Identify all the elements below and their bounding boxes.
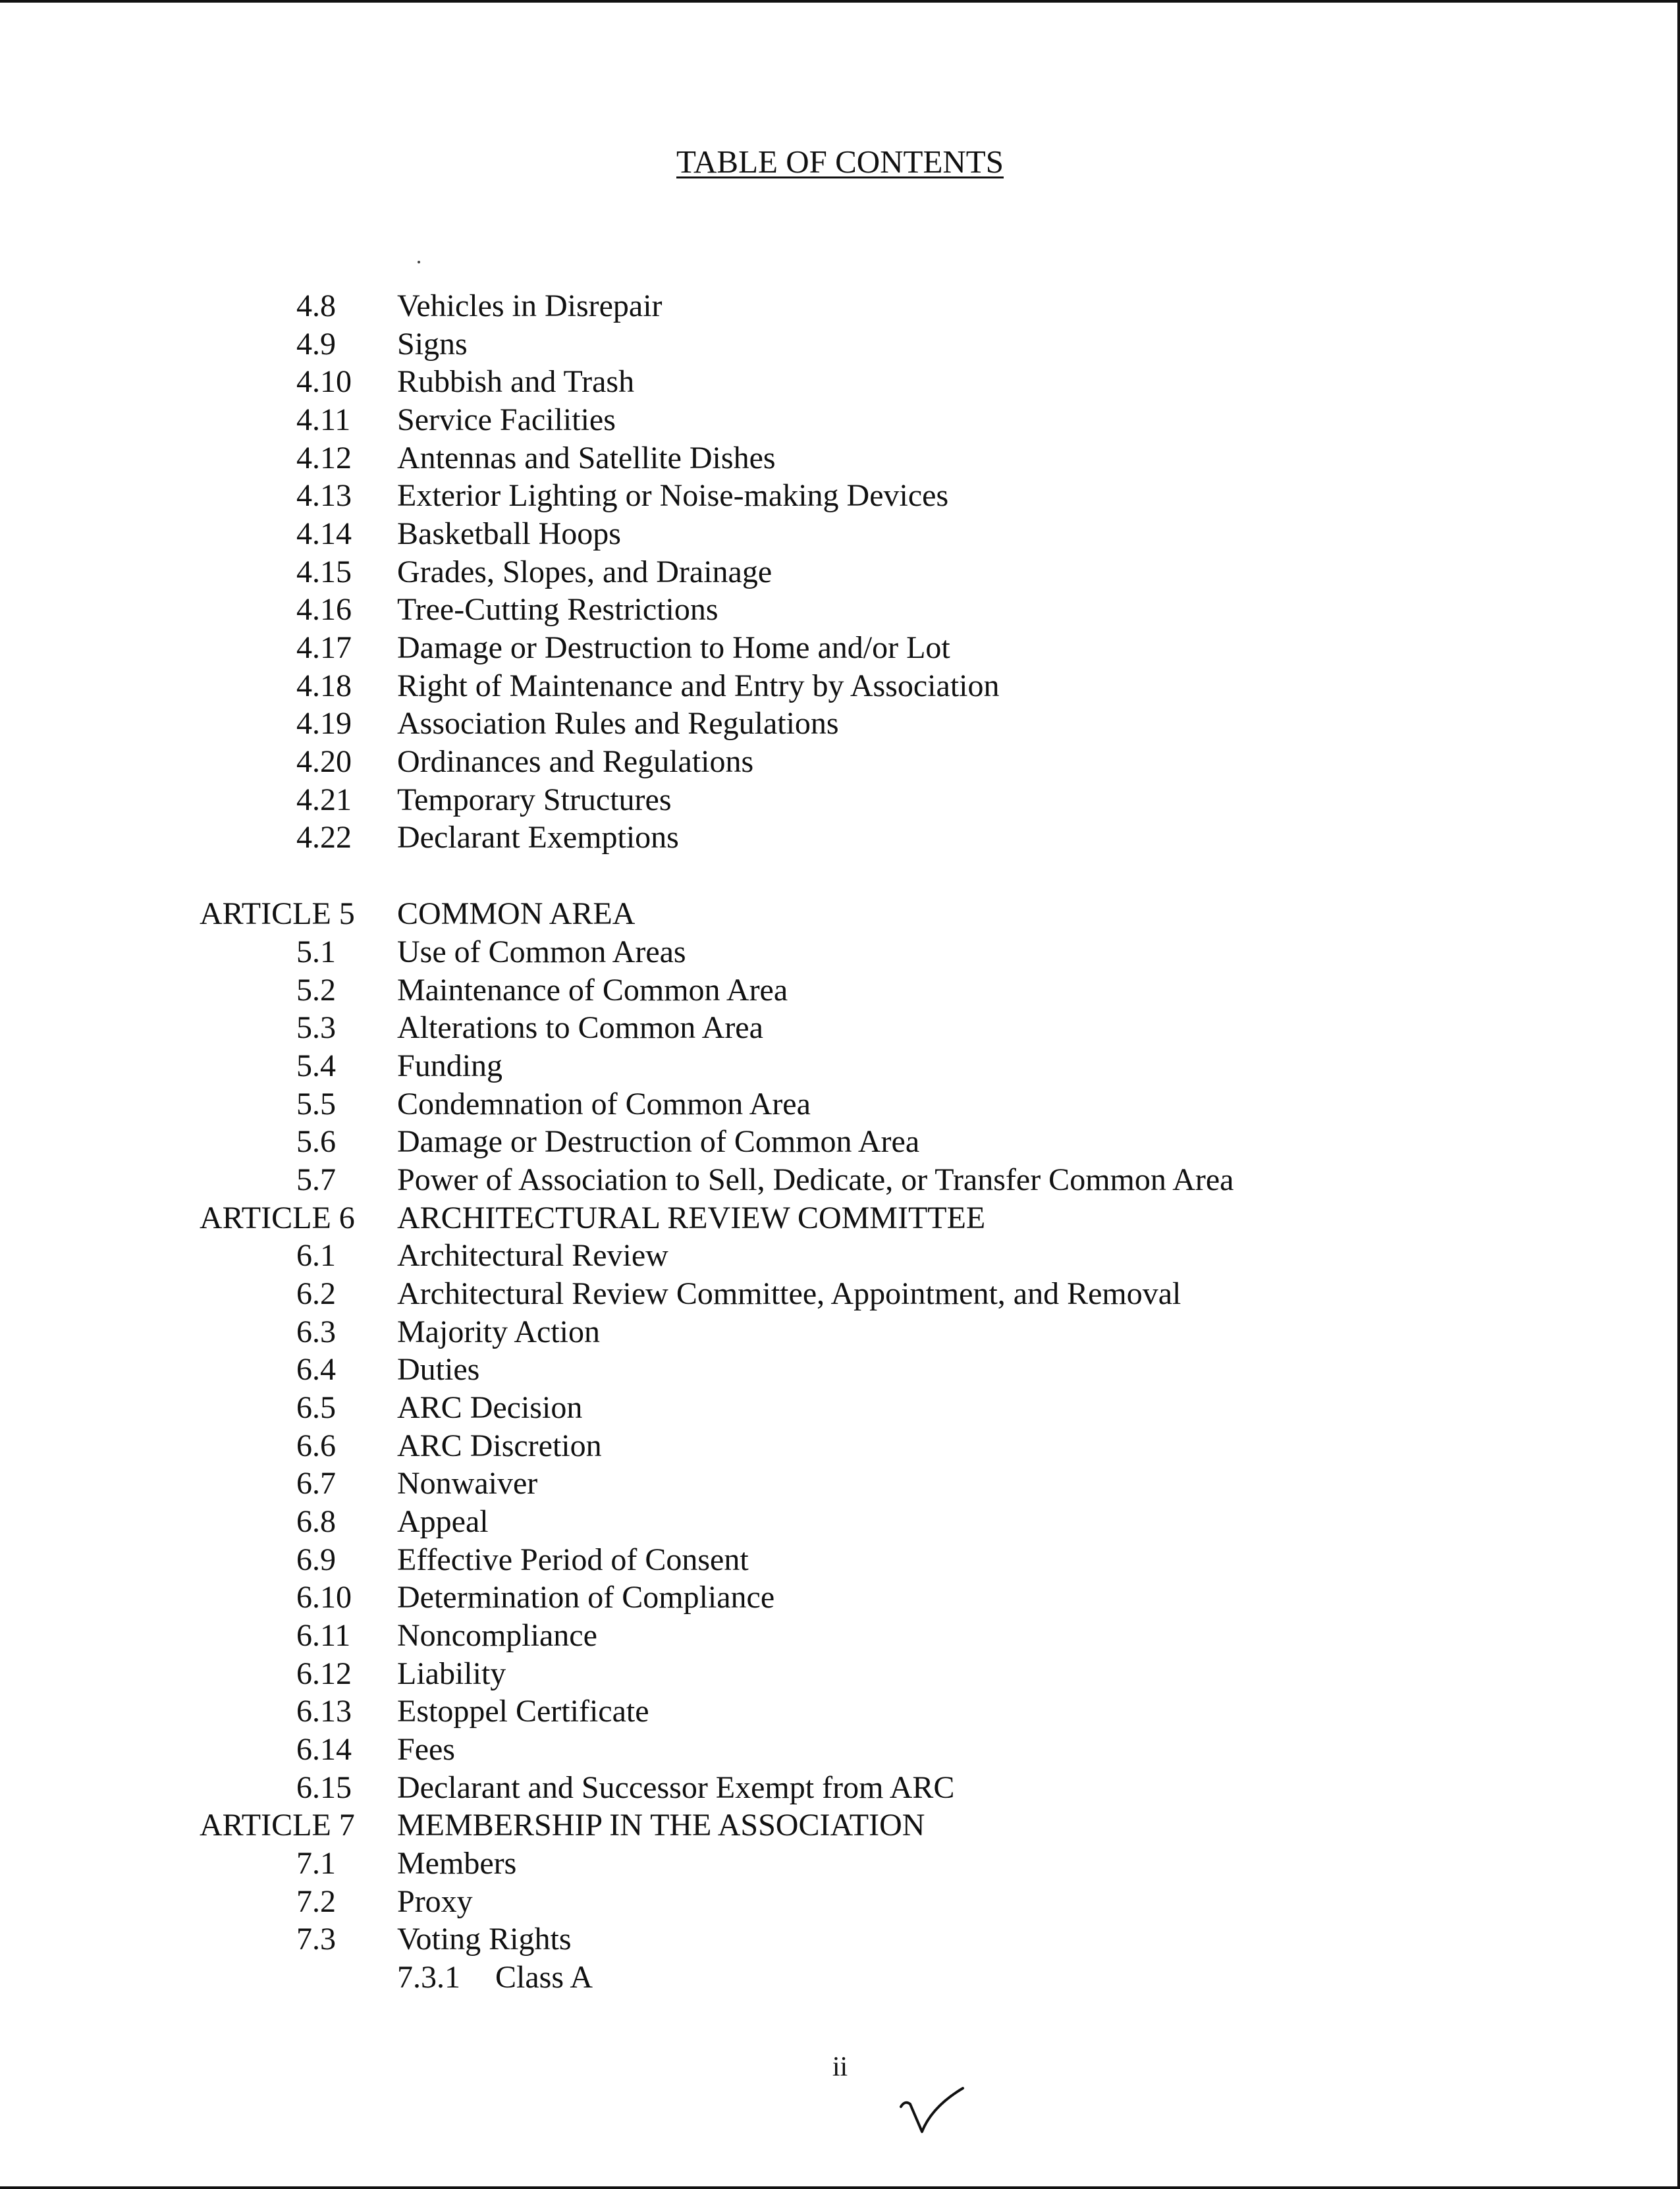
section-number: 6.15 [296, 1770, 352, 1805]
section-number: 4.20 [296, 744, 352, 779]
article-title: COMMON AREA [397, 896, 636, 931]
toc-section-entry [0, 1503, 1680, 1541]
toc-section-entry [0, 971, 1680, 1010]
toc-section-entry [0, 629, 1680, 667]
section-number: 4.18 [296, 668, 352, 703]
toc-section-entry [0, 1655, 1680, 1693]
section-number: 6.13 [296, 1694, 352, 1729]
table-of-contents [0, 3, 1680, 2189]
section-number: 5.4 [296, 1048, 336, 1083]
section-number: 6.10 [296, 1580, 352, 1615]
toc-section-entry [0, 1579, 1680, 1617]
toc-section-entry [0, 1465, 1680, 1503]
section-title: Antennas and Satellite Dishes [397, 441, 776, 475]
toc-section-entry [0, 591, 1680, 629]
section-title: Appeal [397, 1504, 489, 1539]
toc-section-entry [0, 1009, 1680, 1047]
section-title: Tree-Cutting Restrictions [397, 592, 718, 627]
section-title: Ordinances and Regulations [397, 744, 754, 779]
toc-section-entry [0, 1845, 1680, 1883]
section-number: 4.14 [296, 516, 352, 551]
section-title: Grades, Slopes, and Drainage [397, 554, 772, 589]
section-title: Alterations to Common Area [397, 1010, 763, 1045]
section-title: Estoppel Certificate [397, 1694, 649, 1729]
section-number: 5.6 [296, 1124, 336, 1159]
toc-section-entry [0, 1541, 1680, 1579]
section-title: ARC Discretion [397, 1428, 602, 1463]
toc-section-entry [0, 705, 1680, 743]
section-title: Members [397, 1846, 517, 1881]
article-title: MEMBERSHIP IN THE ASSOCIATION [397, 1808, 925, 1843]
section-title: Damage or Destruction to Home and/or Lot [397, 630, 950, 665]
toc-section-entry [0, 1085, 1680, 1123]
section-title: Condemnation of Common Area [397, 1087, 811, 1122]
toc-section-entry [0, 287, 1680, 325]
toc-section-entry [0, 1275, 1680, 1313]
section-number: 5.1 [296, 934, 336, 969]
section-number: 6.8 [296, 1504, 336, 1539]
toc-section-entry [0, 325, 1680, 364]
section-title: Fees [397, 1732, 455, 1767]
section-number: 6.6 [296, 1428, 336, 1463]
section-number: 6.14 [296, 1732, 352, 1767]
section-number: 4.10 [296, 364, 352, 399]
toc-section-entry [0, 781, 1680, 819]
subsection-number: 7.3.1 [397, 1960, 460, 1995]
section-title: Vehicles in Disrepair [397, 288, 663, 323]
section-title: Effective Period of Consent [397, 1542, 749, 1577]
section-number: 6.4 [296, 1352, 336, 1387]
section-number: 7.2 [296, 1884, 336, 1919]
toc-section-entry [0, 1237, 1680, 1275]
article-number: ARTICLE 7 [200, 1808, 355, 1843]
toc-section-entry [0, 1123, 1680, 1161]
section-number: 6.11 [296, 1618, 351, 1653]
toc-section-entry [0, 363, 1680, 401]
section-title: Nonwaiver [397, 1466, 538, 1501]
section-number: 7.1 [296, 1846, 336, 1881]
toc-subsection-entry [0, 1959, 1680, 1997]
section-number: 4.9 [296, 327, 336, 362]
article-title: ARCHITECTURAL REVIEW COMMITTEE [397, 1201, 986, 1235]
section-number: 4.13 [296, 478, 352, 513]
toc-section-entry [0, 439, 1680, 477]
toc-section-entry [0, 553, 1680, 591]
section-title: Architectural Review Committee, Appointment, and Removal [397, 1276, 1181, 1311]
section-number: 4.21 [296, 782, 352, 817]
section-title: Noncompliance [397, 1618, 597, 1653]
section-number: 5.7 [296, 1162, 336, 1197]
section-number: 6.5 [296, 1390, 336, 1425]
toc-article-heading [0, 1199, 1680, 1237]
section-title: Basketball Hoops [397, 516, 621, 551]
section-title: Duties [397, 1352, 480, 1387]
toc-section-entry [0, 1692, 1680, 1731]
section-title: Damage or Destruction of Common Area [397, 1124, 920, 1159]
section-title: Temporary Structures [397, 782, 672, 817]
section-title: Liability [397, 1656, 506, 1691]
toc-section-entry [0, 1883, 1680, 1921]
section-number: 5.2 [296, 973, 336, 1008]
title-text: TABLE OF CONTENTS [676, 144, 1004, 180]
section-title: Declarant Exemptions [397, 820, 679, 855]
section-number: 4.11 [296, 402, 351, 437]
section-number: 7.3 [296, 1922, 336, 1957]
page-number: ii [832, 2052, 848, 2082]
section-number: 6.12 [296, 1656, 352, 1691]
section-title: Rubbish and Trash [397, 364, 635, 399]
toc-section-entry [0, 1161, 1680, 1199]
section-title: Declarant and Successor Exempt from ARC [397, 1770, 955, 1805]
section-title: Architectural Review [397, 1238, 668, 1273]
section-number: 4.12 [296, 441, 352, 475]
section-title: Exterior Lighting or Noise-making Devices [397, 478, 949, 513]
toc-section-entry [0, 1427, 1680, 1465]
section-number: 6.3 [296, 1314, 336, 1349]
section-title: Association Rules and Regulations [397, 706, 839, 741]
section-title: Class A [495, 1960, 593, 1995]
section-title: Service Facilities [397, 402, 616, 437]
toc-section-entry [0, 1351, 1680, 1389]
toc-article-heading [0, 895, 1680, 933]
toc-section-entry [0, 1047, 1680, 1085]
section-number: 4.8 [296, 288, 336, 323]
toc-section-entry [0, 1920, 1680, 1959]
toc-section-entry [0, 1617, 1680, 1655]
toc-section-entry [0, 1731, 1680, 1769]
toc-section-entry [0, 1769, 1680, 1807]
section-number: 6.2 [296, 1276, 336, 1311]
section-title: Funding [397, 1048, 503, 1083]
toc-section-entry [0, 667, 1680, 705]
toc-section-entry [0, 401, 1680, 439]
section-title: Use of Common Areas [397, 934, 686, 969]
section-title: Maintenance of Common Area [397, 973, 788, 1008]
section-number: 4.19 [296, 706, 352, 741]
section-title: ARC Decision [397, 1390, 583, 1425]
section-number: 4.15 [296, 554, 352, 589]
section-number: 6.9 [296, 1542, 336, 1577]
article-number: ARTICLE 6 [200, 1201, 355, 1235]
article-number: ARTICLE 5 [200, 896, 355, 931]
section-title: Power of Association to Sell, Dedicate, or Transfer Common Area [397, 1162, 1234, 1197]
section-number: 6.7 [296, 1466, 336, 1501]
toc-section-entry [0, 1313, 1680, 1351]
section-title: Majority Action [397, 1314, 600, 1349]
section-title: Determination of Compliance [397, 1580, 775, 1615]
toc-section-entry [0, 933, 1680, 971]
section-title: Proxy [397, 1884, 473, 1919]
section-title: Voting Rights [397, 1922, 572, 1957]
toc-section-entry [0, 477, 1680, 515]
toc-section-entry [0, 1389, 1680, 1427]
section-number: 5.5 [296, 1087, 336, 1122]
toc-section-entry [0, 819, 1680, 857]
toc-section-entry [0, 743, 1680, 781]
section-number: 4.16 [296, 592, 352, 627]
section-title: Right of Maintenance and Entry by Association [397, 668, 1000, 703]
handwritten-initial-mark [896, 2080, 968, 2140]
section-number: 6.1 [296, 1238, 336, 1273]
section-number: 5.3 [296, 1010, 336, 1045]
section-number: 4.17 [296, 630, 352, 665]
section-title: Signs [397, 327, 468, 362]
toc-section-entry [0, 515, 1680, 553]
toc-article-heading [0, 1806, 1680, 1845]
section-number: 4.22 [296, 820, 352, 855]
